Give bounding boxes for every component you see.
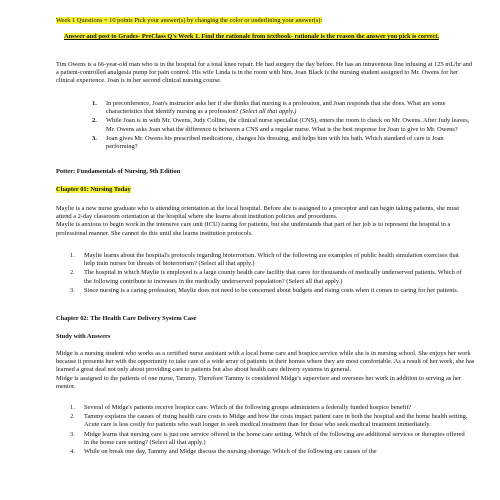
- scenario-midge-p1: Midge is a nursing student who works as a certified nurse assistant with a local home care and hospice service while she is in nursing school. She enjoys her work because it presents her with the opportunity to take care of a wide array of patients in their homes where they are most comfortable. As a result of her work, she has learned a great deal not only about providing care to patients but also about health care delivery systems in general.: [56, 350, 475, 374]
- question-text: While on break one day, Tammy and Midge discuss the nursing shortage. Which of the following are causes of the: [84, 448, 377, 456]
- chapter-1-heading: [56, 186, 476, 194]
- header-line: [56, 17, 476, 25]
- header-line-text: Week 1 Questions = 10 points Pick your answer(s) by changing the color or underlining your answer(s):: [56, 17, 323, 24]
- question-list: [70, 404, 470, 456]
- instructions: [64, 33, 469, 41]
- question-text: The hospital in which Maylie is employed is a large county health care facility that cares for thousands of medically underserved patients. Which of the following contribute to increases in the medically underserved population? (Select all that apply.): [84, 269, 462, 285]
- list-item: 2. While Joan is in with Mr. Owens, Judy Collins, the clinical nurse specialist (CNS), enters the room to check on Mr. Owens. After Judy leaves, Mr. Owens asks Joan what the difference is between a CNS and a regular nurse. What is the best response for Joan to give to Mr. Owens?: [92, 117, 470, 133]
- chapter-2-text: Chapter 02: The Health Care Delivery System Case: [56, 315, 197, 322]
- list-item: 1. In preconference, Joan's instructor asks her if she thinks that nursing is a profession, and Joan responds that she does. What are some characteristics that identify nursing as a profession? (Select all that apply.): [92, 100, 446, 116]
- scenario-midge-p2: Midge is assigned to the patients of one nurse, Tammy. Therefore Tammy is considered Midge's supervisor and oversees her work in addition to serving as her mentor.: [56, 374, 462, 390]
- scenario-owens-text: Tim Owens is a 66-year-old man who is in the hospital for a total knee repair. He had surgery the day before. He has an intravenous line infusing at 125 mL/hr and a patient-controlled analgesia pump for pain control. His wife Linda is in the room with him. Joan Black is the nursing student assigned to Mr. Owens for her clinical experience. Joan is in her second clinical nursing course.: [56, 61, 473, 85]
- question-text: Midge learns that nursing care is just one service offered in the home care setting. Which of the following are additional services or therapies offered in the home care setting? (Select all that apply.): [84, 430, 465, 446]
- question-text: In preconference, Joan's instructor asks her if she thinks that nursing is a profession, and Joan responds that she does. What are some characteristics that identify nursing as a profession?: [106, 100, 446, 116]
- question-list-midge: [70, 404, 470, 457]
- scenario-maylie-p1: Maylie is a new nurse graduate who is attending orientation at the local hospital. Before she is assigned to a preceptor and can begin taking patients, she must attend a 2-day classroom orientation at the hospital where she learns about institution policies and procedures.: [56, 205, 460, 221]
- scenario-maylie: [56, 205, 476, 238]
- question-note: (Select all that apply.): [239, 108, 297, 116]
- list-item: 2. Tammy explains the causes of rising health care costs to Midge and how the costs impact patient care in both the hospital and the home health setting. Acute care is less costly for patients who wait longer to seek medical treatment than for those who seek medical treatment immediately.: [70, 413, 468, 429]
- list-item: 3. Joan gives Mr. Owens his prescribed medications, changes his dressing, and helps him with his bath. Which standard of care is Joan performing?: [92, 134, 444, 151]
- source-citation: [56, 168, 476, 176]
- scenario-owens: [56, 61, 476, 86]
- question-text: While Joan is in with Mr. Owens, Judy Collins, the clinical nurse specialist (CNS), enters the room to check on Mr. Owens. After Judy leaves, Mr. Owens asks Joan what the difference is between a CNS and a regular nurse. What is the best response for Joan to give to Mr. Owens?: [106, 117, 470, 133]
- list-item: 3. Since nursing is a caring profession, Maylie does not need to be concerned about budgets and rising costs when it comes to caring for her patients.: [70, 286, 459, 294]
- question-list-owens: [92, 100, 472, 152]
- question-text: Tammy explains the causes of rising health care costs to Midge and how the costs impact patient care in both the hospital and the home health setting. Acute care is less costly for patients who wait longer to seek medical treatment than for those who seek medical treatment immediately.: [84, 413, 468, 429]
- scenario-midge: [56, 350, 476, 391]
- list-item: 1. Several of Midge's patients receive hospice care. Which of the following groups administers a federally funded hospice benefit?: [70, 404, 412, 411]
- list-item: 1. Maylie learns about the hospital's protocols regarding bioterrorism. Which of the following are examples of public health simulation exercises that help train nurses for threats of bioterrorism? (Select all that apply.): [70, 252, 459, 268]
- question-list: [70, 252, 470, 295]
- chapter-2-heading: [56, 315, 476, 323]
- list-item: 3. Midge learns that nursing care is just one service offered in the home care setting. Which of the following are additional services or therapies offered in the home care setting? (Select all that apply.): [70, 430, 465, 446]
- scenario-maylie-p2: Maylie is anxious to begin work in the intensive care unit (ICU) caring for patients, but she understands that part of her job is to represent the hospital in a professional manner. She cannot do this until she learns institution protocols.: [56, 221, 451, 237]
- question-text: Maylie learns about the hospital's protocols regarding bioterrorism. Which of the following are examples of public health simulation exercises that help train nurses for threats of bioterrorism? (Select all that apply.): [84, 252, 459, 268]
- instructions-text: Answer and post to Grades- PreClass Q's Week 1. Find the rationale from textbook- rationale is the reason the answer you pick is correct.: [64, 33, 439, 40]
- question-text: Since nursing is a caring profession, Maylie does not need to be concerned about budgets and rising costs when it comes to caring for her patients.: [84, 286, 459, 294]
- question-list: [92, 100, 472, 151]
- question-text: Several of Midge's patients receive hospice care. Which of the following groups administers a federally funded hospice benefit?: [84, 404, 412, 411]
- question-list-maylie: [70, 252, 470, 296]
- source-text: Potter: Fundamentals of Nursing, 9th Edition: [56, 168, 181, 175]
- chapter-1-text: Chapter 01: Nursing Today: [56, 186, 131, 193]
- question-text: Joan gives Mr. Owens his prescribed medications, changes his dressing, and helps him with his bath. Which standard of care is Joan performing?: [106, 134, 444, 151]
- list-item: 4. While on break one day, Tammy and Midge discuss the nursing shortage. Which of the following are causes of the: [70, 448, 377, 456]
- study-heading: [56, 333, 476, 341]
- list-item: 2. The hospital in which Maylie is employed is a large county health care facility that cares for thousands of medically underserved patients. Which of the following contribute to increases in the medically underserved population? (Select all that apply.): [70, 269, 462, 285]
- study-text: Study with Answers: [56, 333, 111, 340]
